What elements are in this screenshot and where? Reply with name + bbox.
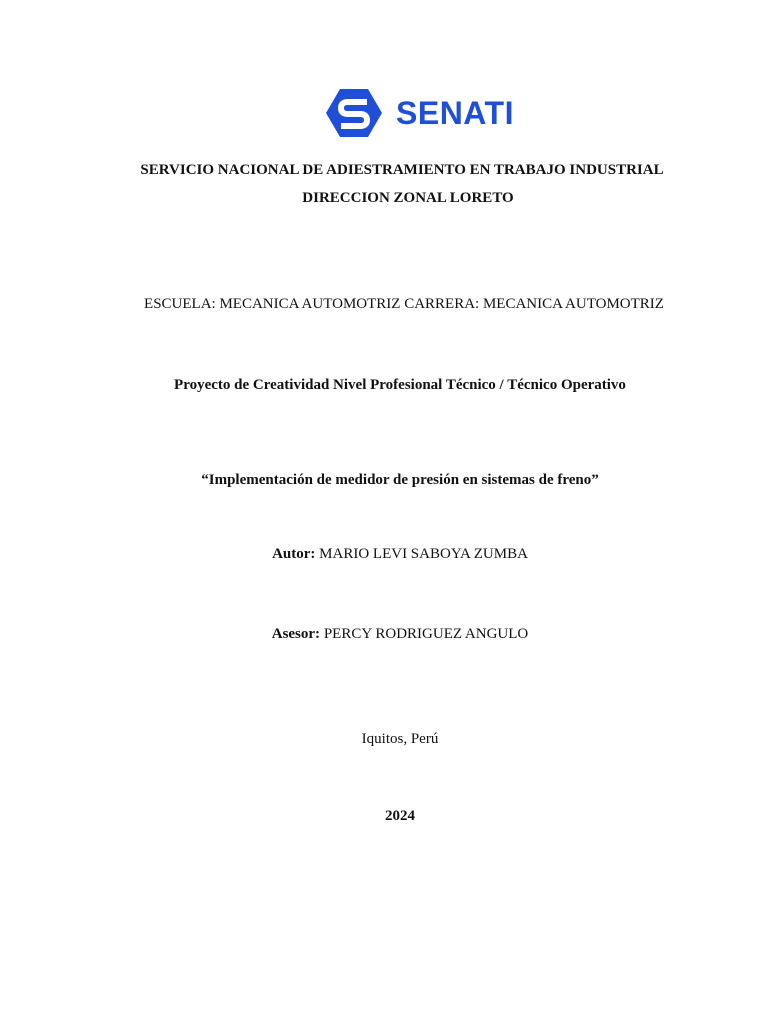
year: 2024 (385, 808, 415, 824)
school-career-line: ESCUELA: MECANICA AUTOMOTRIZ CARRERA: MECANICA AUTOMOTRIZ (144, 296, 664, 312)
institution-name: SERVICIO NACIONAL DE ADIESTRAMIENTO EN TRABAJO INDUSTRIAL (140, 162, 664, 178)
location: Iquitos, Perú (361, 731, 439, 747)
author-name: MARIO LEVI SABOYA ZUMBA (319, 546, 528, 562)
senati-logo (326, 89, 518, 137)
project-type: Proyecto de Creatividad Nivel Profesional Técnico / Técnico Operativo (174, 377, 626, 393)
author-line (16, 544, 768, 564)
advisor-line (16, 624, 768, 644)
logo-text: SENATI (396, 95, 514, 131)
author-label: Autor: (272, 546, 316, 562)
project-title: “Implementación de medidor de presión en sistemas de freno” (201, 472, 599, 488)
institution-zone: DIRECCION ZONAL LORETO (302, 190, 514, 206)
advisor-name: PERCY RODRIGUEZ ANGULO (323, 626, 529, 642)
senati-logo-icon (326, 89, 382, 137)
advisor-label: Asesor: (271, 626, 321, 642)
